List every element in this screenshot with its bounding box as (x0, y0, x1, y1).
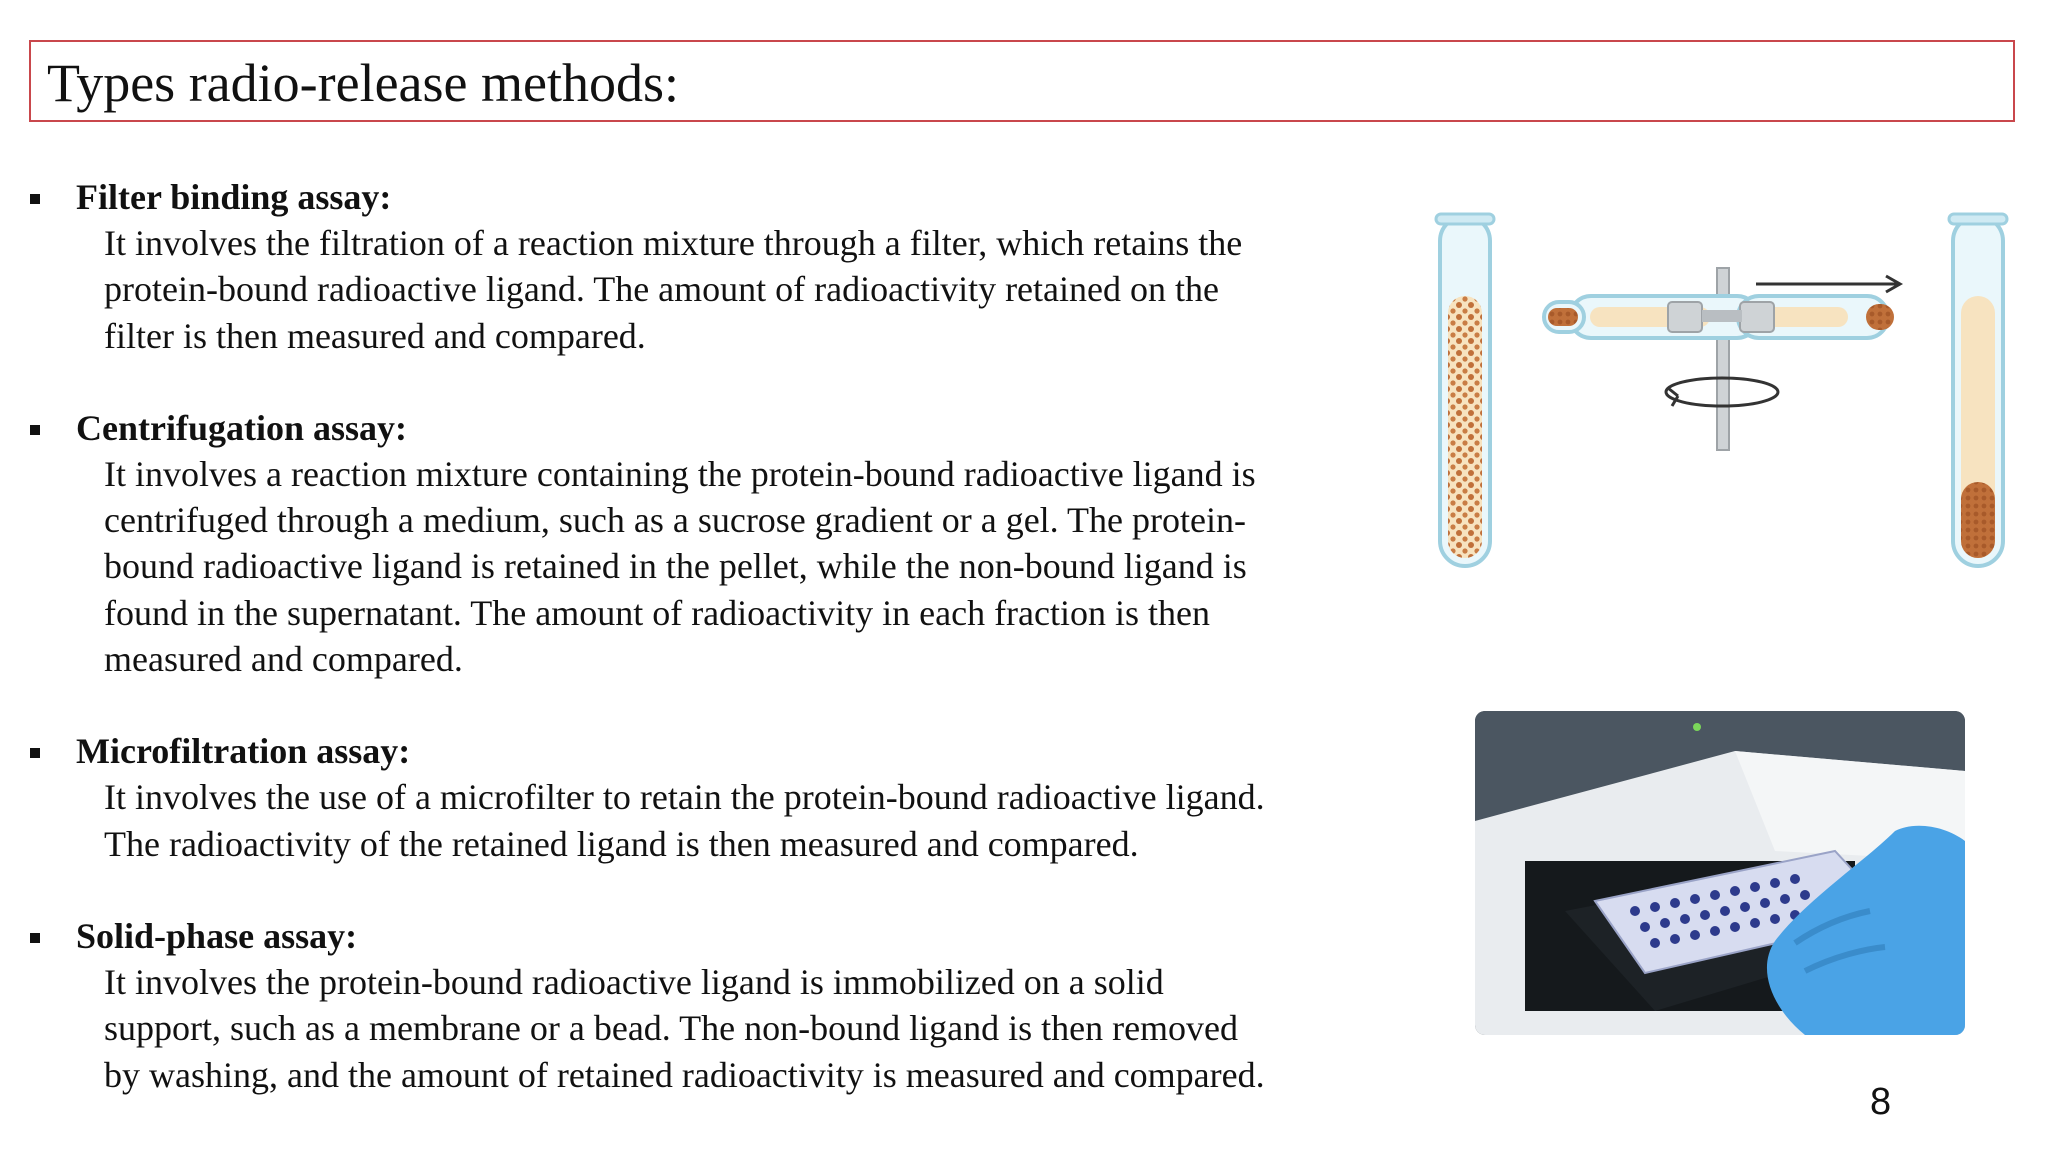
tube-after-icon (1949, 214, 2007, 566)
item-heading: Filter binding assay: (76, 177, 392, 217)
list-item (28, 174, 1368, 359)
square-bullet-icon (30, 425, 40, 435)
item-body: It involves a reaction mixture containing the protein-bound radioactive ligand is centrifuged through a medium, such as a sucrose gradient or a gel. The protein- bound radioactive ligand is retained in the pellet, while the non-bound ligand is found in the supernatant. The amount of radioactivity in each fraction is then measured and compared. (104, 453, 1256, 680)
item-heading: Solid-phase assay: (76, 915, 358, 956)
square-bullet-icon (30, 748, 40, 758)
bullet-list (28, 174, 1368, 1098)
square-bullet-icon (30, 933, 40, 943)
list-item (28, 728, 1368, 867)
list-item (28, 913, 1368, 1098)
list-item (28, 405, 1368, 682)
slide-title: Types radio-release methods: (47, 53, 679, 113)
square-bullet-icon (30, 194, 40, 204)
item-body: It involves the protein-bound radioactive ligand is immobilized on a solid support, such as a membrane or a bead. The non-bound ligand is then removed by washing, and the amount of retained radioactivity is measured and compared. (104, 961, 1265, 1095)
centrifuge-rotor-icon (1544, 268, 1900, 450)
tube-before-icon (1436, 214, 1494, 566)
item-heading: Microfiltration assay: (76, 731, 411, 772)
item-body: It involves the use of a microfilter to retain the protein-bound radioactive ligand. The radioactivity of the retained ligand is then measured and compared. (104, 777, 1265, 864)
page-number: 8 (1870, 1081, 1892, 1123)
microplate-reader-photo (1475, 711, 1965, 1035)
item-body: It involves the filtration of a reaction mixture through a filter, which retains the protein-bound radioactive ligand. The amount of radioactivity retained on the filter is then measured and compared. (104, 223, 1243, 356)
title-box (29, 40, 2015, 122)
item-heading: Centrifugation assay: (76, 407, 407, 448)
centrifuge-tubes-illustration (1420, 206, 2030, 586)
